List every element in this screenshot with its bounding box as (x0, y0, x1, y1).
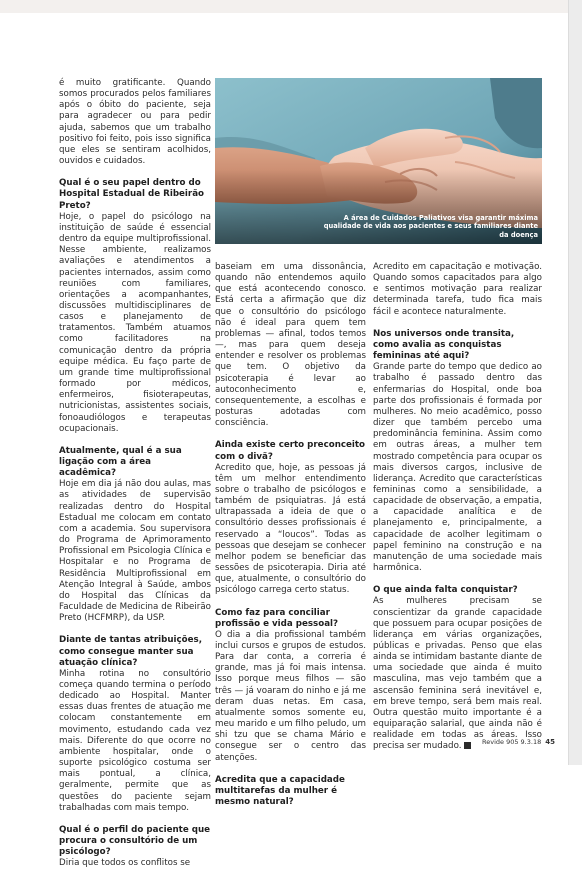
text-column-2 (215, 262, 366, 808)
answer-paragraph: Minha rotina no consultório começa quando termina o período dedicado ao Hospital. Manter essas duas frentes de atuação me colocam constantemente em movimento, estudando cada vez mais. Diferente do que ocorre no ambiente hospitalar, onde o suporte psicológico costuma ser mais pontual, a clínica, geralmente, permite que as questões do paciente sejam trabalhadas com mais tempo. (59, 668, 211, 813)
answer-paragraph: Hoje, o papel do psicólogo na instituição de saúde é essencial dentro da equipe multiprofissional. Nesse ambiente, realizamos avaliações e atendimentos a pacientes internados, assim como reuniões com familiares, orientações a acompanhantes, discussões multidisciplinares de casos e planejamento de tratamentos. Também atuamos como facilitadores na comunicação dentro da própria equipe médica. Eu faço parte de um grande time multiprofissional formado por médicos, enfermeiros, fisioterapeutas, nutricionistas, assistentes sociais, fonoaudiólogos e terapeutas ocupacionais. (59, 211, 211, 434)
question-heading: Nos universos onde transita, como avalia as conquistas femininas até aqui? (373, 328, 515, 362)
text-column-3 (373, 262, 542, 753)
answer-paragraph: Diria que todos os conflitos se (59, 858, 191, 869)
question-heading: Como faz para conciliar profissão e vida pessoal? (215, 607, 339, 629)
question-heading: Diante de tantas atribuições, como consegue manter sua atuação clínica? (59, 635, 202, 668)
answer-paragraph: Acredito em capacitação e motivação. Quando somos capacitados para algo e sentimos motivação para realizar determinada tarefa, tudo fica mais fácil e acontece naturalmente. (373, 262, 542, 317)
end-of-article-icon (464, 742, 471, 749)
answer-paragraph: Hoje em dia já não dou aulas, mas as atividades de supervisão realizadas dentro do Hospital Estadual me colocam em contato com a academia. Sou supervisora do Programa de Aprimoramento Profissional em Psicologia Clínica e Hospitalar e no Programa de Residência Multiprofissional em Atenção Integral à Saúde, ambos do Hospital das Clínicas da Faculdade de Medicina de Ribeirão Preto (HCFMRP), da USP. (59, 479, 211, 624)
intro-paragraph: é muito gratificante. Quando somos procurados pelos familiares após o óbito do paciente, seja para agradecer ou para pedir ajuda, sabemos que um trabalho positivo foi feito, pois isso significa que eles se sentiram acolhidos, ouvidos e cuidados. (59, 78, 211, 167)
answer-paragraph: Grande parte do tempo que dedico ao trabalho é passado dentro das enfermarias do Hospital, onde boa parte dos profissionais é formada por mulheres. No meio acadêmico, posso dizer que também percebo uma predominância feminina. Assim como em outras áreas, a mulher tem mostrado competência para ocupar os mais diversos cargos, inclusive de liderança. Acredito que características femininas como a sensibilidade, a capacidade de observação, a empatia, a capacidade analítica e de planejamento e, principalmente, a capacidade de acolher legitimam o papel feminino na construção e na manutenção de uma sociedade mais harmônica. (373, 362, 542, 574)
page-edge-strip (568, 0, 582, 765)
question-heading: O que ainda falta conquistar? (373, 585, 518, 596)
page-number: 45 (545, 738, 555, 746)
text-column-1 (59, 78, 211, 869)
page-footer (482, 738, 555, 746)
question-heading: Qual é o seu papel dentro do Hospital Estadual de Ribeirão Preto? (59, 178, 205, 211)
top-margin-band (0, 0, 581, 13)
question-heading: Acredita que a capacidade multitarefas da mulher é mesmo natural? (215, 774, 345, 808)
issue-label: Revide 905 9.3.18 (482, 738, 542, 746)
hands-photo (215, 78, 542, 244)
answer-paragraph (373, 596, 542, 752)
answer-paragraph: Acredito que, hoje, as pessoas já têm um melhor entendimento sobre o trabalho de psicólogos e também de psiquiatras. Já está ultrapassada a ideia de que o consultório desses profissionais é reservado a “loucos”. Todas as pessoas que desejam se conhecer melhor podem se beneficiar das sessões de psicoterapia. Diria até que, atualmente, o consultório do psicólogo carrega certo status. (215, 462, 366, 596)
answer-paragraph: O dia a dia profissional também inclui cursos e grupos de estudos. Para dar conta, a correria é grande, mas já foi mais intensa. Isso porque meus filhos — são três — já voaram do ninho e já me deram duas netas. Em casa, atualmente somos somente eu, meu marido e um filho peludo, um shi tzu que se chama Mário e consegue ser o centro das atenções. (215, 629, 366, 763)
final-answer-text: As mulheres precisam se conscientizar da grande capacidade que possuem para ocupar posições de liderança em várias organizações, públicas e privadas. Penso que elas ainda se intimidam bastante diante de uma sociedade que ainda é muito masculina, mas vejo também que a ascensão feminina será inevitável e, em breve tempo, será bem mais real. Outra questão muito importante é a equiparação salarial, que ainda não é realidade em todas as áreas. Isso precisa ser mudado. (373, 596, 542, 752)
answer-paragraph: baseiam em uma dissonância, quando não entendemos aquilo que está acontecendo conosco. Está certa a afirmação que diz que o consultório do psicólogo não é ideal para quem tem problemas — afinal, todos temos —, mas para quem deseja entender e resolver os problemas que tem. O objetivo da psicoterapia é levar ao autoconhecimento e, consequentemente, a escolhas e posturas adotadas com consciência. (215, 262, 366, 429)
question-heading: Ainda existe certo preconceito com o divã? (215, 440, 366, 462)
question-heading: Atualmente, qual é a sua ligação com a área acadêmica? (59, 445, 182, 479)
photo-caption: A área de Cuidados Paliativos visa garantir máxima qualidade de vida aos pacientes e seus familiares diante da doença (323, 213, 538, 239)
question-heading: Qual é o perfil do paciente que procura o consultório de um psicólogo? (59, 824, 211, 858)
